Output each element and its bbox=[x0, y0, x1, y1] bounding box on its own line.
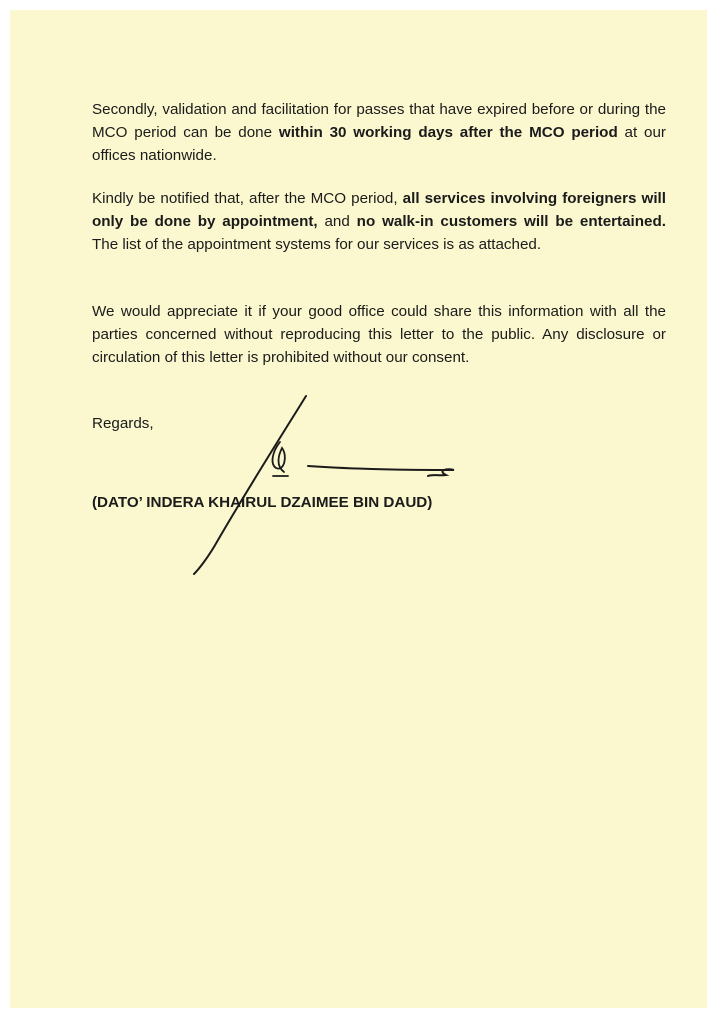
paragraph1-text-a: Secondly, validation and facilitation for passes that have expired before or during the MCO period can be done bbox=[92, 101, 666, 141]
paragraph2-text-b: and bbox=[317, 213, 357, 230]
letter-page bbox=[10, 10, 707, 1008]
paragraph2-text-c: The list of the appointment systems for our services is as attached. bbox=[92, 236, 542, 253]
paragraph-confidentiality: We would appreciate it if your good office could share this information with all the parties concerned without reproducing this letter to the public. Any disclosure or circulation of this letter is prohibited without our consent. bbox=[92, 303, 666, 366]
signatory-name: (DATO’ INDERA KHAIRUL DZAIMEE BIN DAUD) bbox=[92, 494, 433, 511]
paragraph1-bold-deadline: within 30 working days after the MCO period bbox=[278, 124, 618, 141]
paragraph-appointment-notice bbox=[92, 187, 666, 256]
paragraph1-text-b: at our offices nationwide. bbox=[92, 124, 666, 164]
handwritten-signature bbox=[180, 390, 470, 580]
closing-regards: Regards, bbox=[92, 415, 154, 432]
paragraph2-bold-no-walk-in: no walk-in customers will be entertained. bbox=[356, 213, 666, 230]
paragraph2-text-a: Kindly be notified that, after the MCO period, bbox=[92, 190, 403, 207]
paragraph-mco-validation bbox=[92, 98, 666, 167]
paragraph2-bold-appointment: all services involving foreigners will only be done by appointment, bbox=[92, 190, 666, 230]
